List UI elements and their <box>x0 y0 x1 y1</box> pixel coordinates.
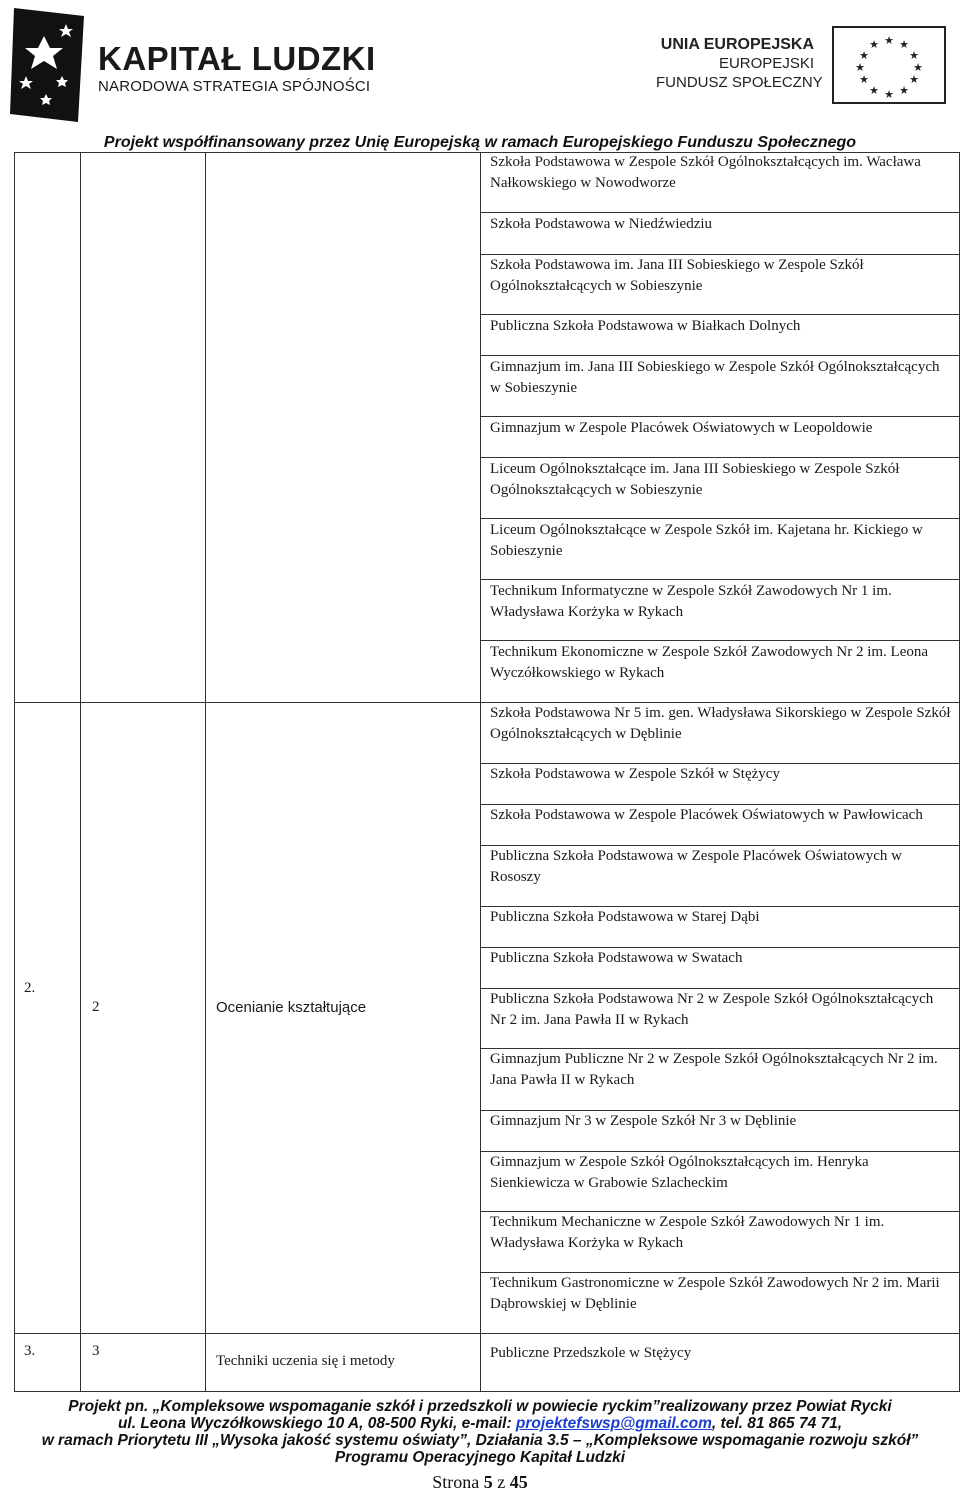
table-row: Publiczna Szkoła Podstawowa w Białkach Dolnych <box>490 318 801 334</box>
table-row: Gimnazjum im. Jana III Sobieskiego w Zespole Szkół Ogólnokształcących w Sobieszynie <box>490 359 940 396</box>
table-row: Publiczna Szkoła Podstawowa w Starej Dąbi <box>490 909 760 925</box>
table-row: Gimnazjum Nr 3 w Zespole Szkół Nr 3 w Dęblinie <box>490 1113 797 1129</box>
svg-text:★: ★ <box>884 88 894 101</box>
page-current: 5 <box>483 1472 493 1492</box>
svg-text:★: ★ <box>859 73 869 86</box>
table-row: Szkoła Podstawowa w Niedźwiedziu <box>490 216 713 232</box>
table-row: Publiczna Szkoła Podstawowa w Zespole Placówek Oświatowych w Rososzy <box>490 848 903 885</box>
table-row: Technikum Mechaniczne w Zespole Szkół Zawodowych Nr 1 im. Władysława Korżyka w Rykach <box>490 1214 885 1251</box>
eu-line-2: EUROPEJSKI <box>718 55 814 72</box>
table-row: Technikum Gastronomiczne w Zespole Szkół Zawodowych Nr 2 im. Marii Dąbrowskiej w Dęblinie <box>490 1275 940 1312</box>
group2-name: Ocenianie kształtujące <box>216 999 367 1016</box>
svg-text:★: ★ <box>899 38 909 51</box>
page-total: 45 <box>509 1472 528 1492</box>
svg-text:★: ★ <box>855 61 865 74</box>
table-row: Szkoła Podstawowa w Zespole Szkół w Stężycy <box>490 766 780 782</box>
svg-text:★: ★ <box>913 61 923 74</box>
group3-nr: 3 <box>92 1343 100 1359</box>
footer-line-4: Programu Operacyjnego Kapitał Ludzki <box>334 1449 626 1466</box>
svg-text:★: ★ <box>909 49 919 62</box>
footer-phone: , tel. 81 865 74 71, <box>711 1415 843 1432</box>
svg-text:★: ★ <box>869 84 879 97</box>
footer-email-link[interactable]: projektefswsp@gmail.com <box>515 1415 712 1432</box>
table-row: Publiczne Przedszkole w Stężycy <box>490 1345 692 1361</box>
svg-text:★: ★ <box>899 84 909 97</box>
logo-subtitle: NARODOWA STRATEGIA SPÓJNOŚCI <box>98 78 371 95</box>
table-row: Gimnazjum Publiczne Nr 2 w Zespole Szkół Ogólnokształcących Nr 2 im. Jana Pawła II w Rykach <box>490 1051 938 1088</box>
eu-line-3: FUNDUSZ SPOŁECZNY <box>656 74 823 91</box>
table-row: Technikum Informatyczne w Zespole Szkół Zawodowych Nr 1 im. Władysława Korżyka w Rykach <box>490 583 892 620</box>
document-footer <box>0 1398 960 1466</box>
footer-address: ul. Leona Wyczółkowskiego 10 A, 08-500 Ryki, e-mail: <box>117 1415 516 1432</box>
eu-flag-icon <box>832 26 946 104</box>
table-row: Liceum Ogólnokształcące im. Jana III Sobieskiego w Zespole Szkół Ogólnokształcących w Sobieszynie <box>490 461 900 498</box>
svg-text:★: ★ <box>884 34 894 47</box>
page-number <box>0 1472 960 1493</box>
table-row: Liceum Ogólnokształcące w Zespole Szkół im. Kajetana hr. Kickiego w Sobieszynie <box>490 522 923 559</box>
table-row: Publiczna Szkoła Podstawowa w Swatach <box>490 950 743 966</box>
kapital-ludzki-logo-icon <box>4 6 92 124</box>
group2-nr: 2 <box>92 999 100 1015</box>
svg-text:★: ★ <box>909 73 919 86</box>
table-row: Gimnazjum w Zespole Placówek Oświatowych w Leopoldowie <box>490 420 873 436</box>
footer-line-1: Projekt pn. „Kompleksowe wspomaganie szkół i przedszkoli w powiecie ryckim”realizowany przez Powiat Rycki <box>68 1398 892 1415</box>
svg-text:★: ★ <box>869 38 879 51</box>
table-row: Technikum Ekonomiczne w Zespole Szkół Zawodowych Nr 2 im. Leona Wyczółkowskiego w Rykach <box>490 644 929 681</box>
eu-text-block <box>656 35 823 92</box>
table-row: Szkoła Podstawowa Nr 5 im. gen. Władysława Sikorskiego w Zespole Szkół Ogólnokształcących w Dęblinie <box>490 705 951 742</box>
eu-line-1: UNIA EUROPEJSKA <box>660 36 814 53</box>
table-row: Gimnazjum w Zespole Szkół Ogólnokształcących im. Henryka Sienkiewicza w Grabowie Szlacheckim <box>490 1154 869 1191</box>
table-row: Szkoła Podstawowa w Zespole Placówek Oświatowych w Pawłowicach <box>490 807 923 823</box>
table-row: Publiczna Szkoła Podstawowa Nr 2 w Zespole Szkół Ogólnokształcących Nr 2 im. Jana Pawła II w Rykach <box>490 991 934 1028</box>
group2-lp: 2. <box>24 980 36 996</box>
page-prefix: Strona <box>432 1472 484 1492</box>
group3-name: Techniki uczenia się i metody <box>216 1353 395 1369</box>
group3-lp: 3. <box>24 1343 36 1359</box>
document-header <box>0 0 960 134</box>
svg-text:★: ★ <box>859 49 869 62</box>
page-mid: z <box>492 1472 510 1492</box>
project-banner: Projekt współfinansowany przez Unię Europejską w ramach Europejskiego Funduszu Społecznego <box>103 134 857 151</box>
footer-line-3: w ramach Priorytetu III „Wysoka jakość systemu oświaty”, Działania 3.5 – „Kompleksowe wspomaganie rozwoju szkół” <box>41 1432 919 1449</box>
table-row: Szkoła Podstawowa im. Jana III Sobieskiego w Zespole Szkół Ogólnokształcących w Sobieszynie <box>490 257 864 294</box>
logo-title: KAPITAŁ LUDZKI <box>98 40 376 77</box>
footer-line-2 <box>0 1415 960 1432</box>
table-row: Szkoła Podstawowa w Zespole Szkół Ogólnokształcących im. Wacława Nałkowskiego w Nowodworze <box>490 154 921 191</box>
